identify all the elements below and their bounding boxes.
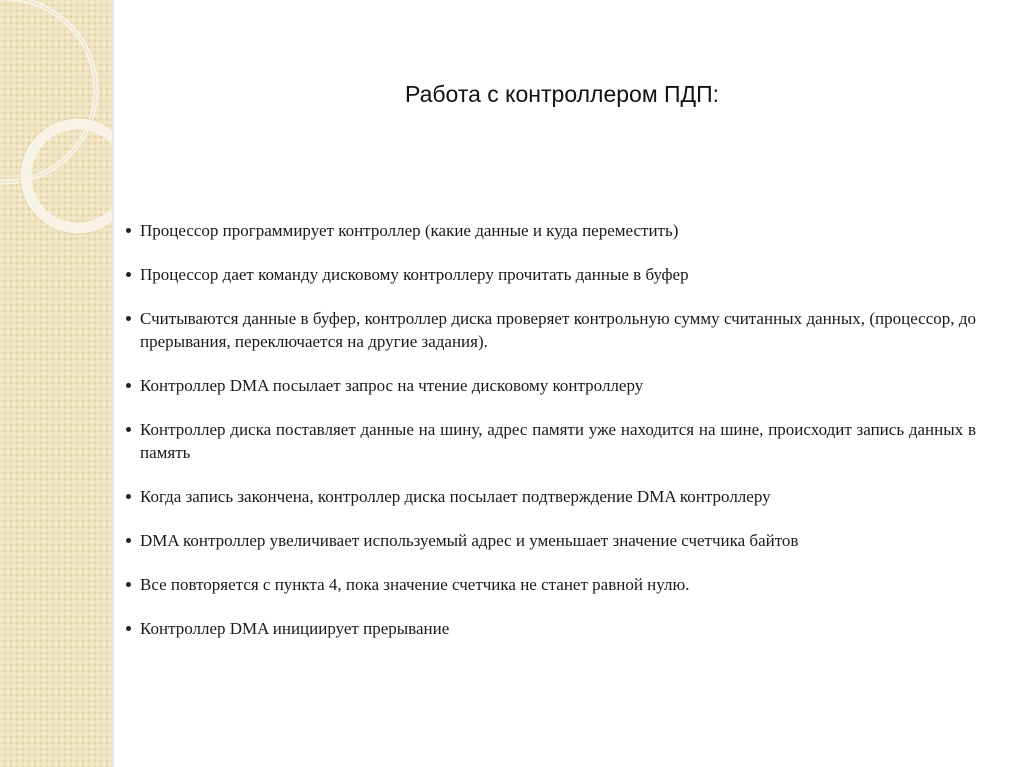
list-item (126, 263, 976, 286)
list-item-text: Процессор дает команду дисковому контроллеру прочитать данные в буфер (140, 265, 689, 284)
bullet-dot-icon (126, 228, 131, 233)
list-item (126, 374, 976, 397)
list-item (126, 573, 976, 596)
list-item-text: DMA контроллер увеличивает используемый адрес и уменьшает значение счетчика байтов (140, 531, 799, 550)
bullet-dot-icon (126, 316, 131, 321)
list-item (126, 418, 976, 464)
side-band-edge (112, 0, 115, 767)
list-item (126, 219, 976, 242)
bullet-dot-icon (126, 494, 131, 499)
list-item-text: Процессор программирует контроллер (какие данные и куда переместить) (140, 221, 679, 240)
list-item (126, 617, 976, 640)
bullet-dot-icon (126, 538, 131, 543)
list-item-text: Контроллер DMA посылает запрос на чтение дисковому контроллеру (140, 376, 644, 395)
list-item (126, 485, 976, 508)
list-item-text: Все повторяется с пункта 4, пока значение счетчика не станет равной нулю. (140, 575, 690, 594)
bullet-dot-icon (126, 272, 131, 277)
list-item-text: Когда запись закончена, контроллер диска посылает подтверждение DMA контроллеру (140, 487, 771, 506)
bullet-dot-icon (126, 626, 131, 631)
list-item-text: Считываются данные в буфер, контроллер диска проверяет контрольную сумму считанных данных, (процессор, до прерывания, переключается на другие задания). (140, 309, 976, 351)
bullet-dot-icon (126, 383, 131, 388)
list-item-text: Контроллер DMA инициирует прерывание (140, 619, 450, 638)
list-item-text: Контроллер диска поставляет данные на шину, адрес памяти уже находится на шине, происходит запись данных в память (140, 420, 976, 462)
slide-title: Работа с контроллером ПДП: (405, 81, 720, 107)
list-item (126, 307, 976, 353)
decorative-rings-icon (0, 0, 112, 260)
bullet-dot-icon (126, 582, 131, 587)
bullet-list (126, 219, 976, 661)
list-item (126, 529, 976, 552)
bullet-dot-icon (126, 427, 131, 432)
